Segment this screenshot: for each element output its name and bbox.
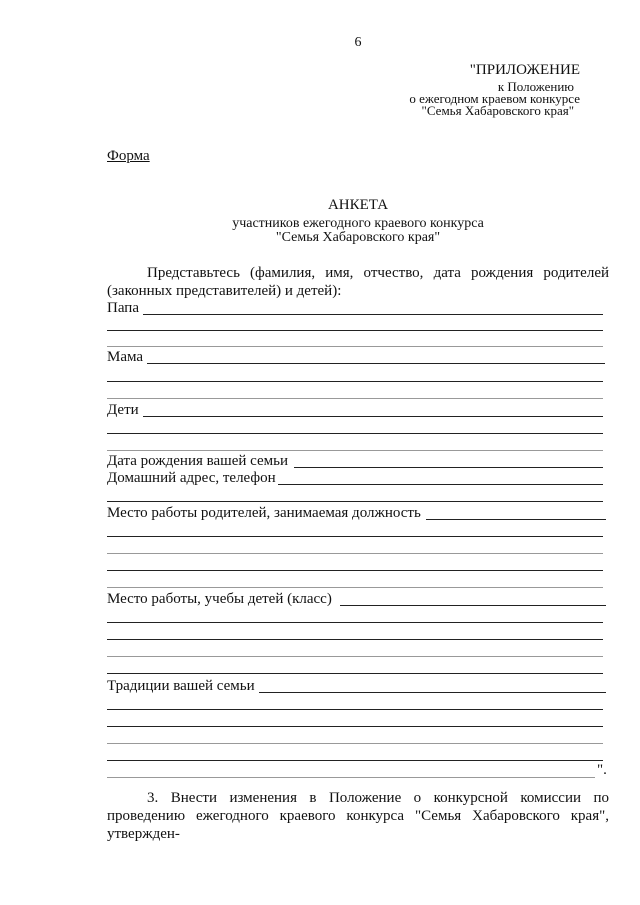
parents-work-line-3[interactable] bbox=[107, 553, 603, 554]
parents-work-line-5[interactable] bbox=[107, 587, 603, 588]
mama-line-3[interactable] bbox=[107, 398, 603, 399]
form-title: АНКЕТА bbox=[327, 197, 389, 213]
family-birthday-line[interactable] bbox=[294, 467, 603, 468]
papa-line-3[interactable] bbox=[107, 346, 603, 347]
mama-line[interactable] bbox=[147, 363, 605, 364]
address-label: Домашний адрес, телефон bbox=[107, 470, 276, 486]
address-line-2[interactable] bbox=[107, 501, 603, 502]
mama-line-2[interactable] bbox=[107, 381, 603, 382]
item-3-paragraph: 3. Внести изменения в Положение о конкурсной комиссии по проведению ежегодного краевого конкурса "Семья Хабаровского края", утвержден- bbox=[107, 790, 609, 842]
deti-line[interactable] bbox=[143, 416, 603, 417]
traditions-line-2[interactable] bbox=[107, 709, 603, 710]
form-subtitle-2: "Семья Хабаровского края" bbox=[275, 230, 441, 245]
address-line[interactable] bbox=[278, 484, 603, 485]
form-label: Форма bbox=[107, 148, 150, 164]
children-work-line[interactable] bbox=[340, 605, 606, 606]
children-work-line-2[interactable] bbox=[107, 622, 603, 623]
appendix-title: "ПРИЛОЖЕНИЕ bbox=[469, 62, 580, 78]
children-work-line-3[interactable] bbox=[107, 639, 603, 640]
deti-line-2[interactable] bbox=[107, 433, 603, 434]
deti-label: Дети bbox=[107, 402, 139, 418]
papa-label: Папа bbox=[107, 300, 139, 316]
parents-work-line[interactable] bbox=[426, 519, 606, 520]
traditions-line-4[interactable] bbox=[107, 743, 603, 744]
traditions-line[interactable] bbox=[259, 692, 606, 693]
traditions-line-6[interactable] bbox=[107, 777, 595, 778]
traditions-line-5[interactable] bbox=[107, 760, 603, 761]
family-birthday-label: Дата рождения вашей семьи bbox=[107, 453, 289, 469]
page-number: 6 bbox=[354, 35, 362, 50]
children-work-line-4[interactable] bbox=[107, 656, 603, 657]
closing-quote: ". bbox=[597, 762, 607, 778]
traditions-line-3[interactable] bbox=[107, 726, 603, 727]
papa-line-2[interactable] bbox=[107, 330, 603, 331]
parents-work-label: Место работы родителей, занимаемая должность bbox=[107, 505, 421, 521]
appendix-line-2: о ежегодном краевом конкурсе bbox=[409, 91, 580, 106]
appendix-line-3: "Семья Хабаровского края" bbox=[421, 103, 574, 118]
parents-work-line-2[interactable] bbox=[107, 536, 603, 537]
appendix-line-1: к Положению bbox=[497, 79, 574, 94]
papa-line[interactable] bbox=[143, 314, 603, 315]
parents-work-line-4[interactable] bbox=[107, 570, 603, 571]
children-work-label: Место работы, учебы детей (класс) bbox=[107, 591, 332, 607]
deti-line-3[interactable] bbox=[107, 450, 603, 451]
mama-label: Мама bbox=[107, 349, 144, 365]
form-subtitle-1: участников ежегодного краевого конкурса bbox=[232, 216, 484, 231]
intro-paragraph: Представьтесь (фамилия, имя, отчество, дата рождения родителей (законных представителей) и детей): bbox=[107, 265, 609, 299]
children-work-line-5[interactable] bbox=[107, 673, 603, 674]
traditions-label: Традиции вашей семьи bbox=[107, 678, 255, 694]
